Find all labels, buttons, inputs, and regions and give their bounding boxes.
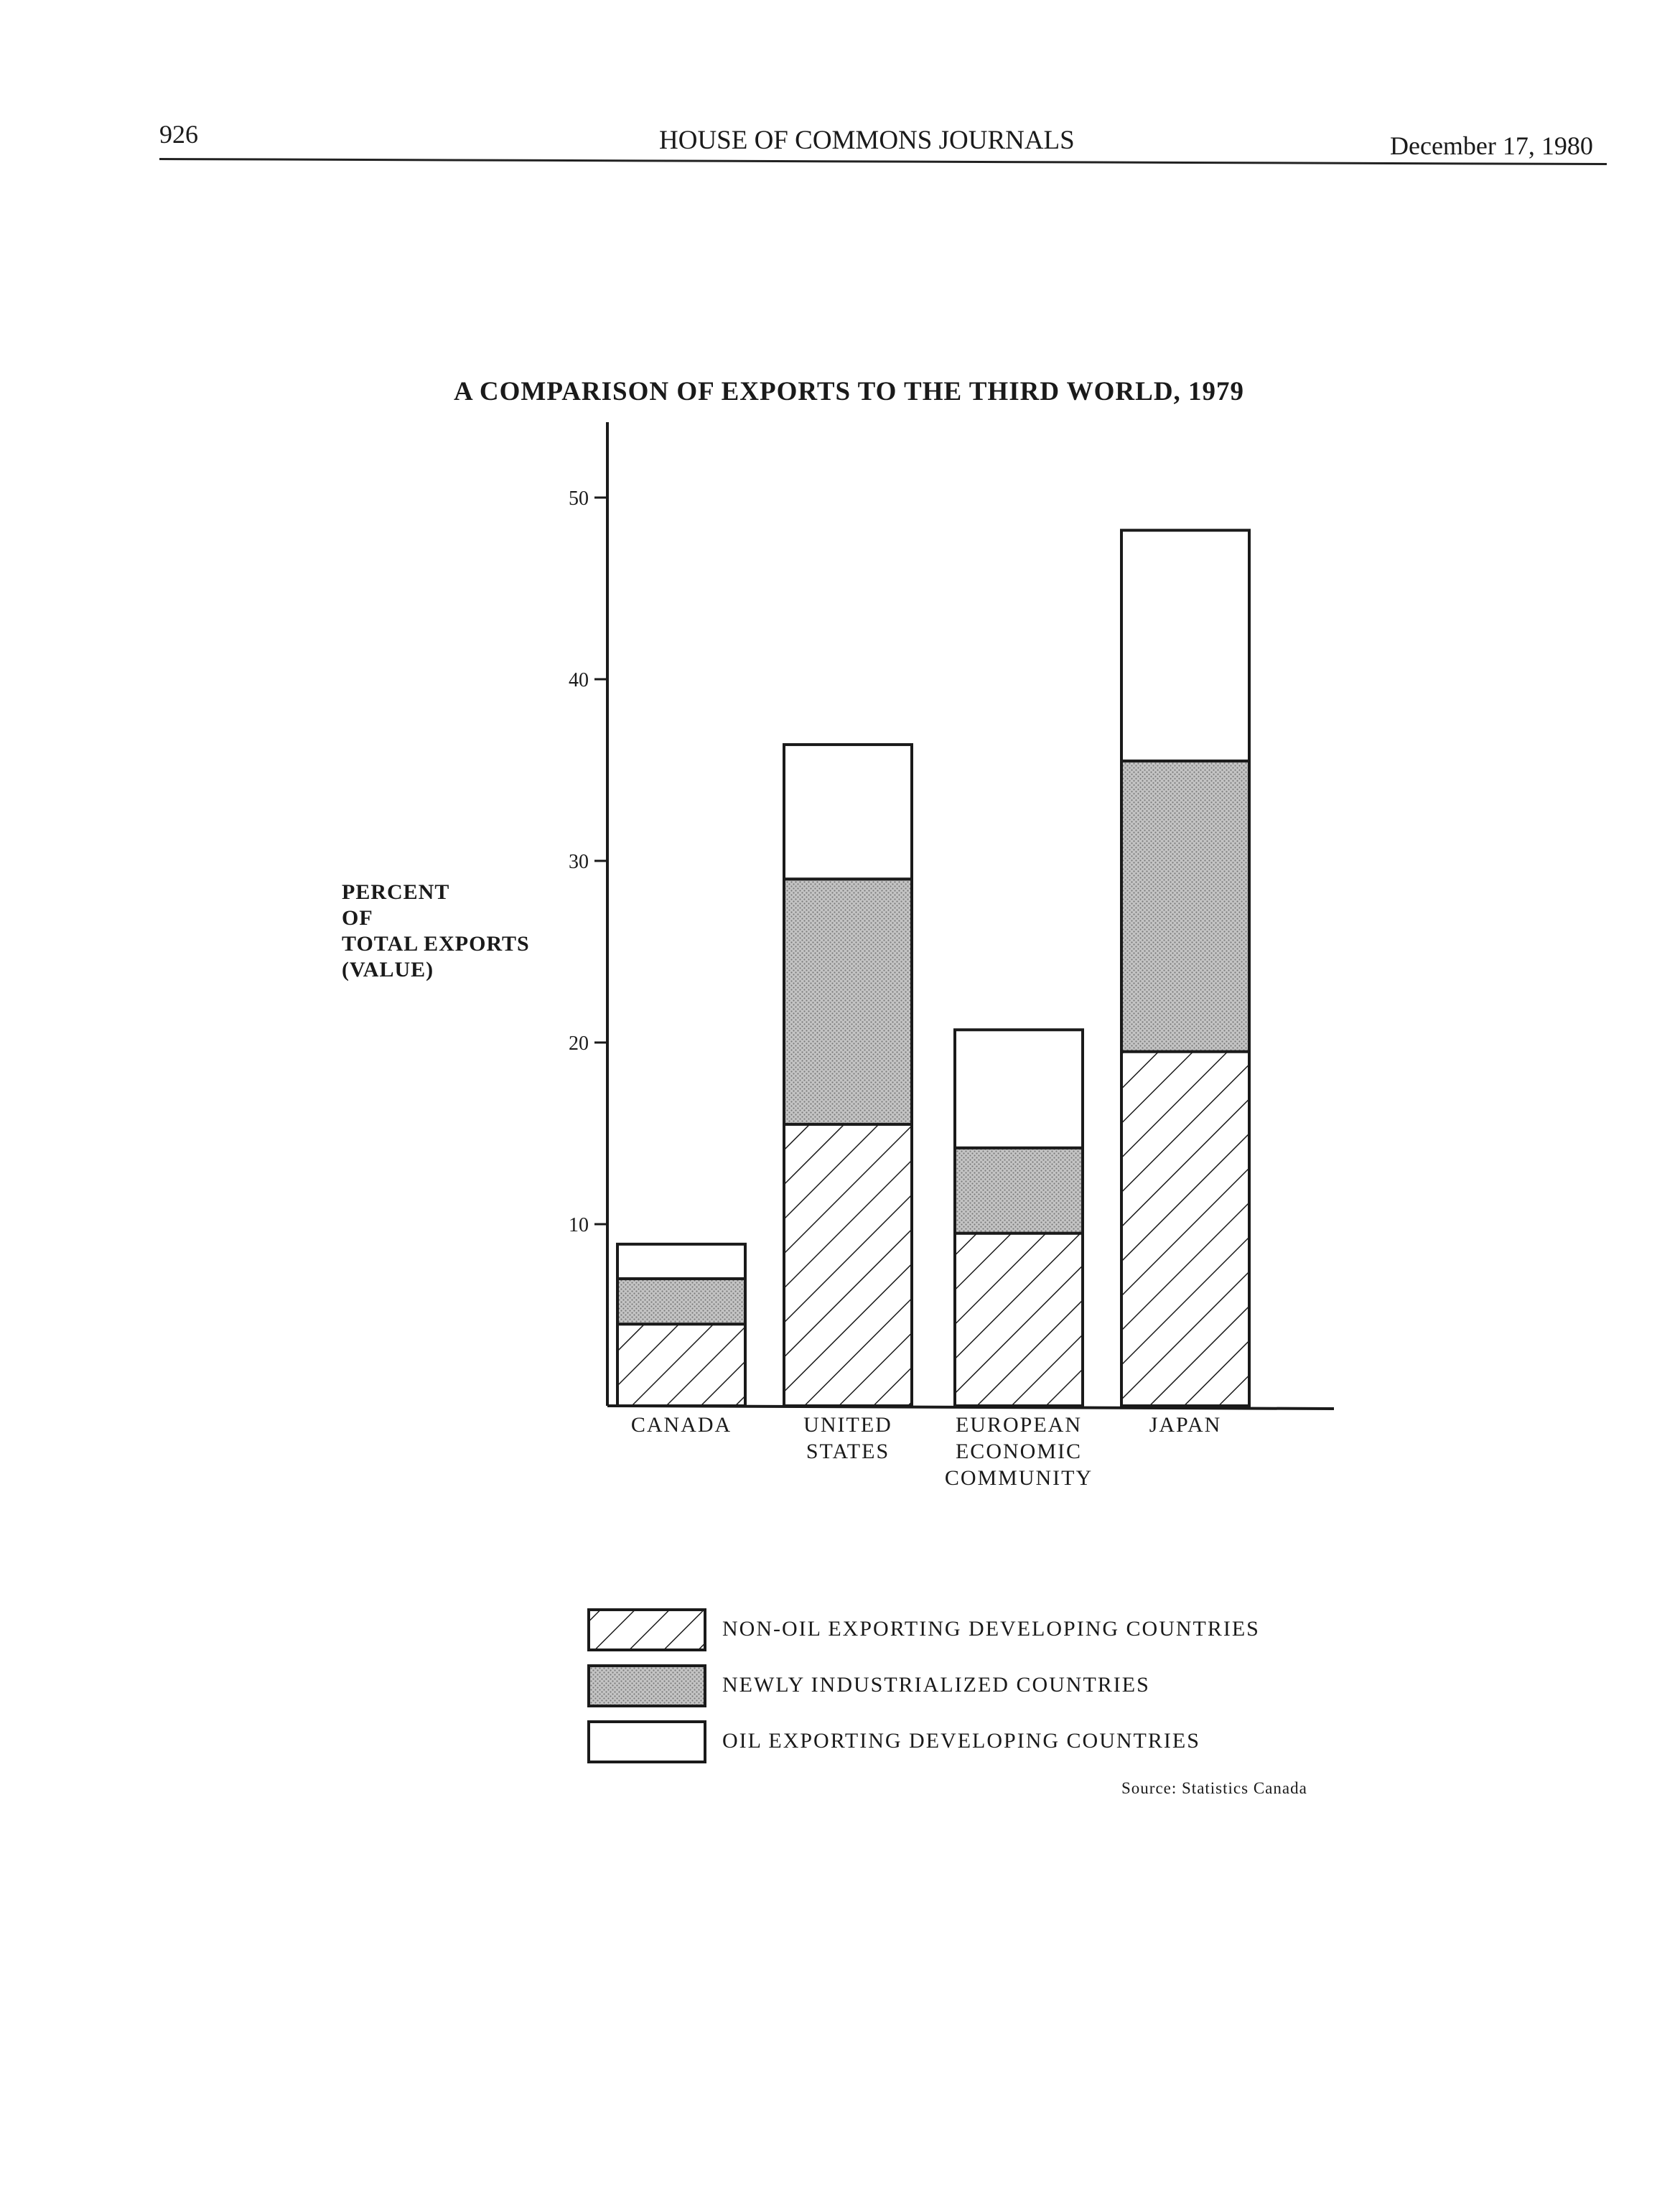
bar-segment xyxy=(955,1030,1083,1147)
bar-segment xyxy=(784,879,912,1124)
chart-title: A COMPARISON OF EXPORTS TO THE THIRD WORLD, 1979 xyxy=(454,377,1245,406)
bar-segment xyxy=(955,1148,1083,1234)
bar-segment xyxy=(784,745,912,879)
y-tick-label: 50 xyxy=(569,488,589,510)
category-label-line: JAPAN xyxy=(1149,1413,1222,1437)
legend-label: NEWLY INDUSTRIALIZED COUNTRIES xyxy=(722,1673,1150,1697)
legend-label: NON-OIL EXPORTING DEVELOPING COUNTRIES xyxy=(722,1617,1260,1641)
y-tick-label: 30 xyxy=(569,851,589,873)
y-axis-label-line: PERCENT xyxy=(342,880,450,904)
y-axis-label-line: TOTAL EXPORTS xyxy=(342,932,530,956)
bar-segment xyxy=(1121,1052,1249,1406)
category-label-line: CANADA xyxy=(630,1413,732,1437)
bar-segment xyxy=(784,1124,912,1406)
legend-swatch xyxy=(589,1610,705,1650)
y-axis-label-line: (VALUE) xyxy=(342,958,434,981)
bar-segment xyxy=(1121,761,1249,1052)
source-note: Source: Statistics Canada xyxy=(1121,1779,1307,1797)
y-tick-label: 40 xyxy=(569,669,589,691)
legend-label: OIL EXPORTING DEVELOPING COUNTRIES xyxy=(722,1729,1200,1753)
bar-segment xyxy=(1121,531,1249,761)
y-tick-label: 10 xyxy=(569,1214,589,1236)
page-date: December 17, 1980 xyxy=(1390,131,1593,160)
journal-title: HOUSE OF COMMONS JOURNALS xyxy=(659,126,1075,155)
legend-swatch xyxy=(589,1666,705,1706)
category-label-line: ECONOMIC xyxy=(955,1440,1082,1463)
category-label-line: COMMUNITY xyxy=(944,1466,1093,1490)
bar-segment xyxy=(617,1279,745,1324)
category-label-line: STATES xyxy=(806,1440,890,1463)
bar-segment xyxy=(617,1244,745,1279)
page-number: 926 xyxy=(159,120,198,149)
category-label-line: UNITED xyxy=(803,1413,892,1437)
legend-swatch xyxy=(589,1722,705,1762)
category-label xyxy=(1078,1412,1293,1438)
y-tick-label: 20 xyxy=(569,1032,589,1055)
bar-segment xyxy=(955,1234,1083,1406)
bar-segment xyxy=(617,1324,745,1406)
y-axis-label-line: OF xyxy=(342,906,373,930)
category-label-line: EUROPEAN xyxy=(955,1413,1082,1437)
